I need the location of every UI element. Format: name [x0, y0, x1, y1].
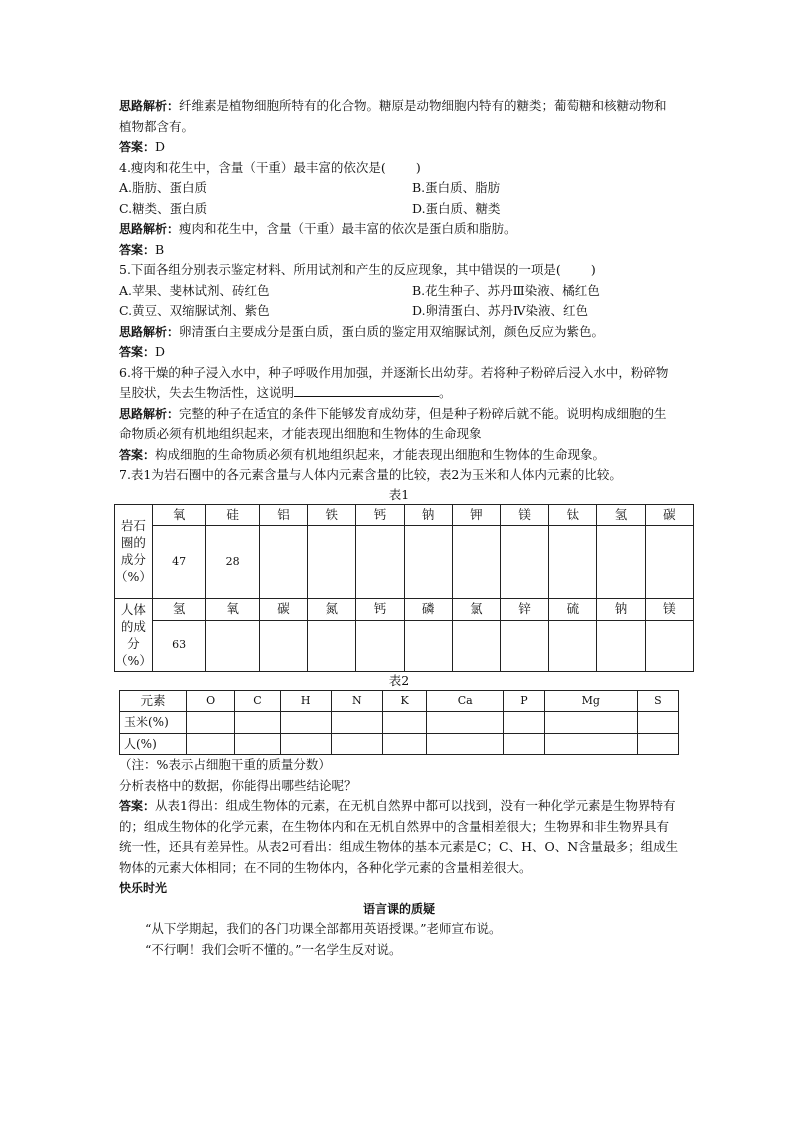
table2 [119, 690, 679, 756]
q5-option-d: D.卵清蛋白、苏丹Ⅳ染液、红色 [412, 303, 589, 318]
table1-rock-values-row [115, 526, 694, 599]
q3-analysis-label: 思路解析： [119, 99, 180, 113]
table2-cell [235, 712, 280, 734]
table2-cell: C [235, 690, 280, 712]
table1-cell [452, 620, 500, 671]
q4-option-d: D.蛋白质、糖类 [412, 200, 501, 216]
table1-cell [549, 526, 597, 599]
table1-cell: 磷 [404, 599, 452, 621]
q7-question: 分析表格中的数据，你能得出哪些结论呢？ [119, 777, 357, 793]
q3-answer-label: 答案： [119, 140, 156, 154]
table1-cell [356, 526, 404, 599]
q4-analysis-label: 思路解析： [119, 222, 180, 236]
q6-analysis-text: 完整的种子在适宜的条件下能够发育成幼芽，但是种子粉碎后就不能。说明构成细胞的生命物质必须有机地组织起来，才能表现出细胞和生物体的生命现象 [119, 405, 667, 441]
table1-cell: 氮 [308, 599, 356, 621]
table1-cell [259, 620, 307, 671]
q5-options-row2 [119, 301, 679, 322]
table1-rock-elements-row [115, 504, 694, 526]
q6-fill-blank [294, 383, 439, 397]
table1-cell: 铝 [259, 504, 307, 526]
table2-cell [637, 712, 678, 734]
q4-stem-text: 4.瘦肉和花生中，含量（干重）最丰富的依次是( [119, 159, 386, 175]
table2-cell: H [280, 690, 331, 712]
table2-cell [427, 733, 504, 755]
table1-cell [404, 620, 452, 671]
q5-answer-value: D [155, 344, 166, 359]
q6-stem [119, 363, 679, 404]
table2-corn-row [120, 712, 679, 734]
table1-caption: 表1 [388, 486, 410, 502]
table1-human-values-row [115, 620, 694, 671]
table2-cell [280, 712, 331, 734]
q5-answer [119, 342, 679, 363]
table2-cell: N [331, 690, 382, 712]
table1-cell [308, 620, 356, 671]
q4-analysis [119, 219, 679, 240]
table1-cell [645, 526, 693, 599]
table2-corn-label: 玉米(%) [120, 712, 187, 734]
q4-option-c: C.糖类、蛋白质 [119, 200, 208, 216]
table2-cell [187, 733, 235, 755]
table2-cell [382, 712, 426, 734]
table1-cell: 47 [152, 526, 206, 599]
table1-cell: 碳 [259, 599, 307, 621]
table1-cell: 氧 [206, 599, 260, 621]
table1-cell [645, 620, 693, 671]
table1-cell: 硅 [206, 504, 260, 526]
q4-stem [119, 158, 679, 179]
table2-header-row [120, 690, 679, 712]
q3-answer [119, 137, 679, 158]
table2-cell: O [187, 690, 235, 712]
q4-answer-value: B [155, 241, 165, 257]
table1-cell [501, 620, 549, 671]
table2-header-label: 元素 [120, 690, 187, 712]
q5-option-a: A.苹果、斐林试剂、砖红色 [119, 282, 270, 298]
q7-answer-value: 从表1得出：组成生物体的元素，在无机自然界中都可以找到，没有一种化学元素是生物界特有的；组成生物体的化学元素，在生物体内和在无机自然界中的含量相差很大；生物界和非生物界具有统一性，还具有差异性。从表2可看出：组成生物体的基本元素是C；C、H、O、N含量最多；组成生物体的元素大体相同；在不同的生物体内，各种化学元素的含量相差很大。 [119, 798, 679, 875]
table1-cell: 钠 [597, 599, 645, 621]
q5-options-row1 [119, 281, 679, 302]
q5-answer-label: 答案： [119, 345, 156, 359]
table1-human-label: 人体的成分（%） [115, 599, 153, 672]
table1-cell [308, 526, 356, 599]
q7-answer-label: 答案： [119, 799, 156, 813]
table2-cell [331, 712, 382, 734]
table2-cell [427, 712, 504, 734]
q3-answer-value: D [155, 139, 166, 154]
table2-human-label: 人(%) [120, 733, 187, 755]
q4-option-b: B.蛋白质、脂肪 [412, 180, 501, 195]
q7-stem: 7.表1为岩石圈中的各元素含量与人体内元素含量的比较，表2为玉米和人体内元素的比较。 [119, 467, 622, 482]
table1-cell [259, 526, 307, 599]
table1-cell [501, 526, 549, 599]
q4-stem-end: ) [415, 159, 421, 175]
table1 [114, 504, 694, 672]
q6-answer [119, 445, 679, 466]
table2-cell: Mg [544, 690, 637, 712]
document-page [115, 96, 679, 960]
table1-cell: 氢 [152, 599, 206, 621]
q7-answer [119, 796, 679, 878]
table1-cell [597, 620, 645, 671]
q3-analysis-text: 纤维素是植物细胞所特有的化合物。糖原是动物细胞内特有的糖类；葡萄糖和核糖动物和植物都含有。 [119, 98, 667, 134]
table2-cell [544, 733, 637, 755]
table1-cell: 钾 [452, 504, 500, 526]
q6-answer-label: 答案： [119, 447, 156, 462]
q4-analysis-text: 瘦肉和花生中，含量（干重）最丰富的依次是蛋白质和脂肪。 [179, 221, 517, 236]
table1-cell: 锌 [501, 599, 549, 621]
table1-cell: 钙 [356, 599, 404, 621]
q4-answer-label: 答案： [119, 242, 156, 257]
table2-cell [637, 733, 678, 755]
table1-cell: 硫 [549, 599, 597, 621]
table1-cell: 钙 [356, 504, 404, 526]
q5-stem-end: ) [590, 262, 596, 277]
table2-cell [382, 733, 426, 755]
q6-analysis-label: 思路解析： [119, 406, 180, 421]
q4-options-row2 [119, 199, 679, 220]
table2-cell: S [637, 690, 678, 712]
q5-option-c: C.黄豆、双缩脲试剂、紫色 [119, 303, 270, 318]
fun-story-title: 语言课的质疑 [362, 901, 435, 916]
table1-cell: 镁 [501, 504, 549, 526]
table2-cell [331, 733, 382, 755]
table1-rock-label: 岩石圈的成分（%） [115, 504, 153, 599]
table1-cell [549, 620, 597, 671]
fun-section-heading: 快乐时光 [119, 881, 168, 895]
table2-cell: Ca [427, 690, 504, 712]
q5-stem [119, 260, 679, 281]
table2-cell [504, 733, 544, 755]
table1-cell: 28 [206, 526, 260, 599]
table1-cell: 铁 [308, 504, 356, 526]
table1-cell: 钛 [549, 504, 597, 526]
q5-analysis-label: 思路解析： [119, 324, 180, 339]
table1-cell: 氧 [152, 504, 206, 526]
table2-cell [187, 712, 235, 734]
table1-cell: 氯 [452, 599, 500, 621]
q5-stem-text: 5.下面各组分别表示鉴定材料、所用试剂和产生的反应现象，其中错误的一项是( [119, 262, 561, 277]
fun-story-line2: “不行啊！我们会听不懂的。”一名学生反对说。 [145, 941, 402, 957]
table1-cell [356, 620, 404, 671]
table1-cell [597, 526, 645, 599]
table2-cell [504, 712, 544, 734]
q4-answer [119, 240, 679, 261]
q6-stem-end: 。 [439, 385, 452, 400]
table1-cell [206, 620, 260, 671]
table2-cell [280, 733, 331, 755]
table2-caption: 表2 [388, 672, 410, 688]
table2-human-row [120, 733, 679, 755]
q5-analysis [119, 322, 679, 343]
q3-analysis [119, 96, 679, 137]
table1-cell: 氢 [597, 504, 645, 526]
table1-cell [404, 526, 452, 599]
table1-cell: 钠 [404, 504, 452, 526]
table1-cell: 镁 [645, 599, 693, 621]
q6-answer-value: 构成细胞的生命物质必须有机地组织起来，才能表现出细胞和生物体的生命现象。 [155, 446, 606, 462]
table2-cell: P [504, 690, 544, 712]
table1-human-elements-row [115, 599, 694, 621]
q6-stem-text: 6.将干燥的种子浸入水中，种子呼吸作用加强，并逐渐长出幼芽。若将种子粉碎后浸入水中，粉碎物呈胶状，失去生物活性，这说明 [119, 364, 669, 400]
q4-options-row1 [119, 178, 679, 199]
table1-cell: 碳 [645, 504, 693, 526]
table1-cell: 63 [152, 620, 206, 671]
fun-story-line1: “从下学期起，我们的各门功课全部都用英语授课。”老师宣布说。 [145, 921, 502, 936]
table1-cell [452, 526, 500, 599]
table2-cell [544, 712, 637, 734]
q5-option-b: B.花生种子、苏丹Ⅲ染液、橘红色 [412, 282, 600, 298]
table2-cell: K [382, 690, 426, 712]
q7-note: （注：%表示占细胞干重的质量分数） [119, 757, 331, 772]
q5-analysis-text: 卵清蛋白主要成分是蛋白质，蛋白质的鉴定用双缩脲试剂，颜色反应为紫色。 [179, 323, 605, 339]
q6-analysis [119, 404, 679, 445]
q4-option-a: A.脂肪、蛋白质 [119, 180, 208, 195]
table2-cell [235, 733, 280, 755]
